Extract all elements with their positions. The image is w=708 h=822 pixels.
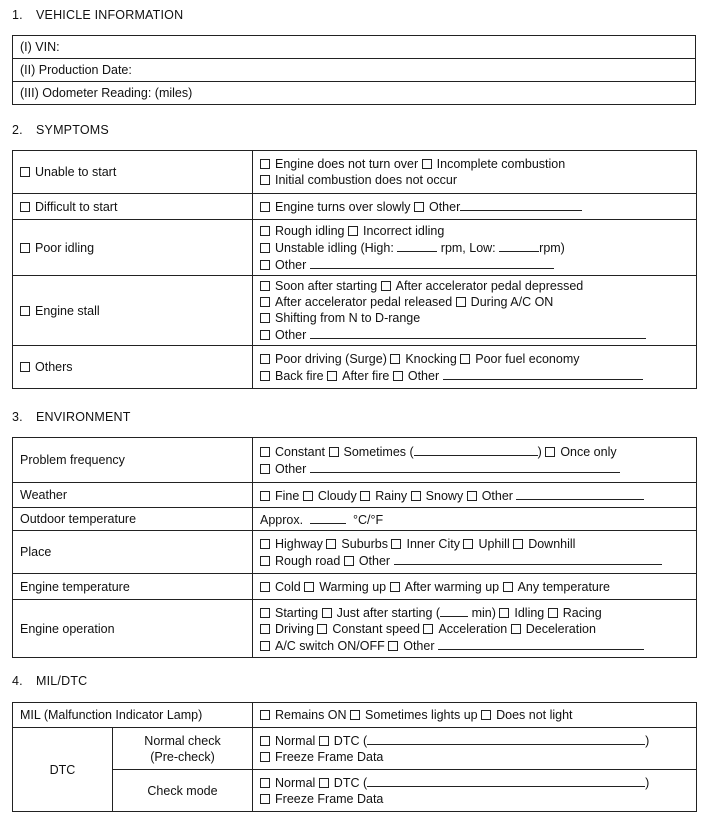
other-blank[interactable]	[460, 198, 582, 211]
checkbox[interactable]	[20, 167, 30, 177]
checkbox[interactable]	[260, 736, 270, 746]
checkbox[interactable]	[260, 175, 270, 185]
checkbox[interactable]	[260, 447, 270, 457]
checkbox[interactable]	[393, 371, 403, 381]
checkbox[interactable]	[499, 608, 509, 618]
checkbox[interactable]	[481, 710, 491, 720]
other-blank[interactable]	[443, 367, 643, 380]
vehicle-info-table	[12, 35, 696, 105]
checkbox[interactable]	[503, 582, 513, 592]
section-title-environment: 3. ENVIRONMENT	[12, 410, 131, 424]
checkbox[interactable]	[326, 539, 336, 549]
dtc-label: DTC	[13, 728, 113, 812]
checkbox[interactable]	[327, 371, 337, 381]
other-blank[interactable]	[310, 460, 620, 473]
checkbox[interactable]	[548, 608, 558, 618]
checkbox[interactable]	[322, 608, 332, 618]
symptom-difficult-to-start[interactable]: Difficult to start	[13, 194, 253, 220]
other-blank[interactable]	[310, 326, 646, 339]
checkbox[interactable]	[423, 624, 433, 634]
checkbox[interactable]	[260, 297, 270, 307]
checkbox[interactable]	[260, 582, 270, 592]
symptom-engine-stall[interactable]: Engine stall	[13, 276, 253, 346]
env-engine-temperature: Engine temperature	[13, 574, 253, 600]
checkbox[interactable]	[319, 736, 329, 746]
checkbox[interactable]	[388, 641, 398, 651]
checkbox[interactable]	[260, 710, 270, 720]
checkbox[interactable]	[260, 641, 270, 651]
checkbox[interactable]	[260, 608, 270, 618]
vin-field[interactable]: (I) VIN:	[13, 36, 696, 59]
checkbox[interactable]	[260, 371, 270, 381]
checkbox[interactable]	[348, 226, 358, 236]
checkbox[interactable]	[304, 582, 314, 592]
minutes-blank[interactable]	[440, 604, 468, 617]
checkbox[interactable]	[260, 226, 270, 236]
checkbox[interactable]	[360, 491, 370, 501]
temperature-blank[interactable]	[310, 511, 346, 524]
checkbox[interactable]	[20, 202, 30, 212]
other-blank[interactable]	[516, 487, 644, 500]
checkbox[interactable]	[344, 556, 354, 566]
normal-check-label: Normal check (Pre-check)	[113, 728, 253, 770]
env-weather: Weather	[13, 483, 253, 508]
other-blank[interactable]	[394, 552, 662, 565]
symptom-others[interactable]: Others	[13, 346, 253, 389]
checkbox[interactable]	[460, 354, 470, 364]
checkbox[interactable]	[390, 582, 400, 592]
checkbox[interactable]	[260, 243, 270, 253]
checkbox[interactable]	[350, 710, 360, 720]
env-outdoor-temperature: Outdoor temperature	[13, 508, 253, 531]
checkbox[interactable]	[329, 447, 339, 457]
checkbox[interactable]	[317, 624, 327, 634]
checkbox[interactable]	[390, 354, 400, 364]
checkbox[interactable]	[260, 539, 270, 549]
section-title-vehicle: 1. VEHICLE INFORMATION	[12, 8, 184, 22]
checkbox[interactable]	[391, 539, 401, 549]
mil-dtc-table: MIL (Malfunction Indicator Lamp) Remains ON Sometimes lights up Does not light DTC Normal check (Pre-check) Normal DTC ( ) Freeze Frame Data Check mode Normal DTC ( ) Freeze Frame Data	[12, 702, 697, 812]
other-blank[interactable]	[438, 637, 644, 650]
checkbox[interactable]	[260, 202, 270, 212]
other-blank[interactable]	[310, 256, 554, 269]
env-place: Place	[13, 531, 253, 574]
symptom-poor-idling[interactable]: Poor idling	[13, 220, 253, 276]
production-date-field[interactable]: (II) Production Date:	[13, 59, 696, 82]
dtc-code-blank[interactable]	[367, 774, 645, 787]
checkbox[interactable]	[456, 297, 466, 307]
check-mode-label: Check mode	[113, 770, 253, 812]
checkbox[interactable]	[260, 330, 270, 340]
checkbox[interactable]	[260, 354, 270, 364]
checkbox[interactable]	[260, 794, 270, 804]
checkbox[interactable]	[260, 159, 270, 169]
checkbox[interactable]	[260, 556, 270, 566]
dtc-code-blank[interactable]	[367, 732, 645, 745]
checkbox[interactable]	[260, 752, 270, 762]
checkbox[interactable]	[260, 281, 270, 291]
checkbox[interactable]	[20, 243, 30, 253]
checkbox[interactable]	[20, 362, 30, 372]
checkbox[interactable]	[260, 778, 270, 788]
symptom-unable-to-start[interactable]: Unable to start	[13, 151, 253, 194]
mil-label: MIL (Malfunction Indicator Lamp)	[13, 703, 253, 728]
checkbox[interactable]	[463, 539, 473, 549]
checkbox[interactable]	[260, 464, 270, 474]
high-rpm-blank[interactable]	[397, 239, 437, 252]
checkbox[interactable]	[381, 281, 391, 291]
checkbox[interactable]	[260, 260, 270, 270]
checkbox[interactable]	[513, 539, 523, 549]
checkbox[interactable]	[260, 491, 270, 501]
checkbox[interactable]	[260, 313, 270, 323]
sometimes-blank[interactable]	[414, 443, 538, 456]
checkbox[interactable]	[422, 159, 432, 169]
env-engine-operation: Engine operation	[13, 600, 253, 658]
environment-table: Problem frequency Constant Sometimes ( ) Once only Other Weather Fine Cloudy Rainy Snowy Other Outdoor temperature Approx. °C/°F Place Highway Suburbs Inner City Uphill Downhill Rough road Other Engine temperature Cold Warming up After warming up Any temperature Engine operation Starting Just after starting ( min) Idling Racing Driving Constant speed Acceleration Deceleration A/C switch ON/OFF Other	[12, 437, 697, 658]
checkbox[interactable]	[467, 491, 477, 501]
checkbox[interactable]	[319, 778, 329, 788]
env-problem-frequency: Problem frequency	[13, 438, 253, 483]
symptoms-table: Unable to start Engine does not turn over Incomplete combustion Initial combustion does not occur Difficult to start Engine turns over slowly Other Poor idling Rough idling Incorrect idling Unstable idling (High: rpm, Low: rpm) Other Engine stall Soon after starting After accelerator pedal depressed After accelerator pedal released During A/C ON Shifting from N to D-range Other Others Poor driving (Surge) Knocking Poor fuel economy Back fire After fire Other	[12, 150, 697, 389]
checkbox[interactable]	[303, 491, 313, 501]
checkbox[interactable]	[20, 306, 30, 316]
checkbox[interactable]	[414, 202, 424, 212]
checkbox[interactable]	[260, 624, 270, 634]
section-title-symptoms: 2. SYMPTOMS	[12, 123, 109, 137]
checkbox[interactable]	[545, 447, 555, 457]
section-title-mil: 4. MIL/DTC	[12, 674, 88, 688]
low-rpm-blank[interactable]	[499, 239, 539, 252]
checkbox[interactable]	[411, 491, 421, 501]
checkbox[interactable]	[511, 624, 521, 634]
odometer-field[interactable]: (III) Odometer Reading: (miles)	[13, 82, 696, 105]
